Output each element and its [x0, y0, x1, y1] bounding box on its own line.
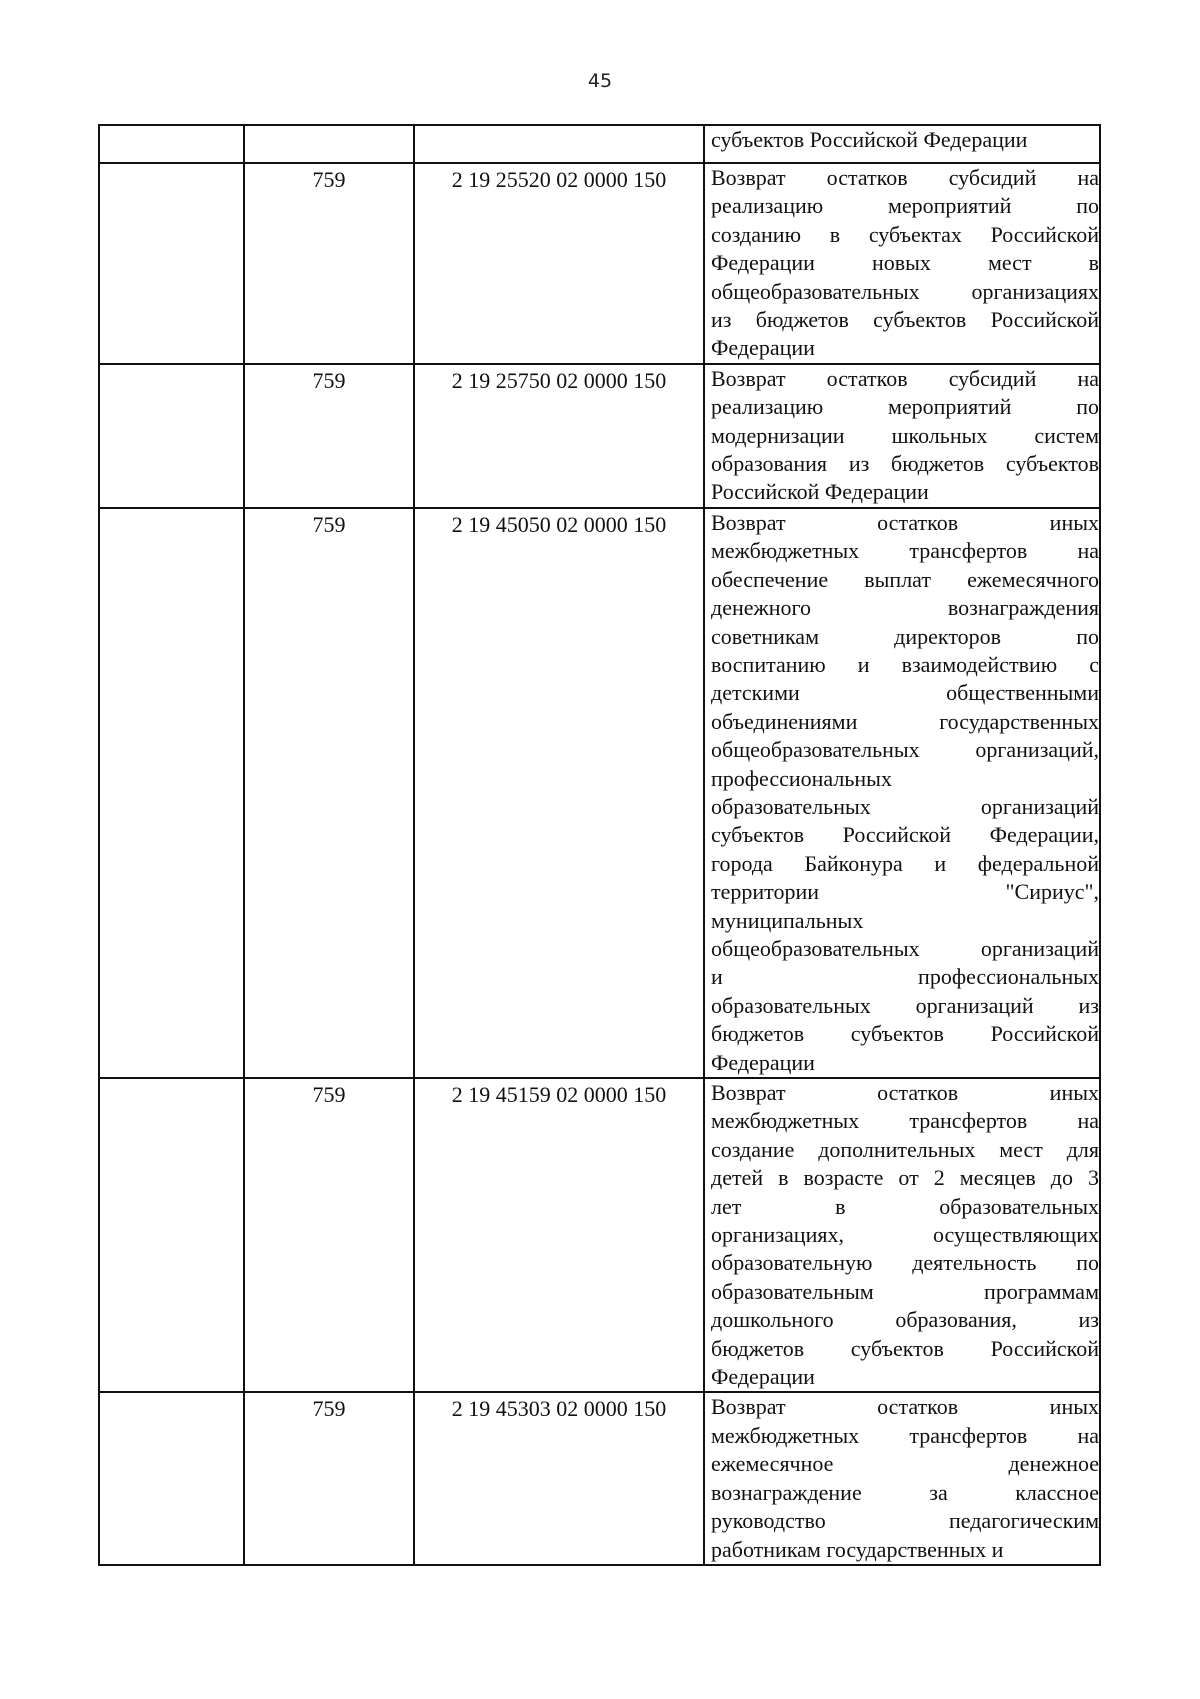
page-number: 45: [587, 70, 613, 92]
description-line: дошкольного образования, из: [711, 1307, 1099, 1333]
description-line: бюджетов субъектов Российской: [711, 1335, 1099, 1361]
description-line: советникам директоров по: [711, 623, 1099, 649]
description-line: организациях, осуществляющих: [711, 1222, 1099, 1248]
description-line: созданию в субъектах Российской: [711, 221, 1099, 247]
description-line: межбюджетных трансфертов на: [711, 538, 1099, 564]
description-line: создание дополнительных мест для: [711, 1136, 1099, 1162]
description-line: образовательную деятельность по: [711, 1250, 1099, 1276]
description-line: Возврат остатков субсидий на: [711, 365, 1099, 391]
kbk-cell: 2 19 45159 02 0000 150: [414, 1078, 704, 1392]
description-line: Федерации новых мест в: [711, 250, 1099, 276]
description-line: общеобразовательных организациях: [711, 278, 1099, 304]
description-line: из бюджетов субъектов Российской: [711, 307, 1099, 333]
description-cell: [704, 508, 1100, 1078]
description-line: субъектов Российской Федерации,: [711, 822, 1099, 848]
description-line: Возврат остатков иных: [711, 509, 1099, 535]
description-cell: [704, 1078, 1100, 1392]
admin-code-cell: [244, 125, 414, 163]
kbk-cell: 2 19 25750 02 0000 150: [414, 364, 704, 508]
description-line: бюджетов субъектов Российской: [711, 1021, 1099, 1047]
continuation-text: субъектов Российской Федерации: [711, 127, 1028, 152]
description-line: ежемесячное денежное: [711, 1451, 1099, 1477]
description-line: образовательных организаций: [711, 793, 1099, 819]
description-line: обеспечение выплат ежемесячного: [711, 566, 1099, 592]
description-line: объединениями государственных: [711, 708, 1099, 734]
description-cell: [704, 364, 1100, 508]
description-line: территории "Сириус",: [711, 879, 1099, 905]
empty-cell: [99, 163, 244, 364]
empty-cell: [99, 125, 244, 163]
table-row: [99, 163, 1100, 364]
kbk-cell: 2 19 45050 02 0000 150: [414, 508, 704, 1078]
description-line: города Байконура и федеральной: [711, 850, 1099, 876]
description-cell: [704, 1392, 1100, 1564]
description-line: межбюджетных трансфертов на: [711, 1422, 1099, 1448]
empty-cell: [99, 1392, 244, 1564]
continuation-row: [99, 125, 1100, 163]
admin-code-cell: 759: [244, 1078, 414, 1392]
description-line: Возврат остатков иных: [711, 1080, 1099, 1105]
description-line: денежного вознаграждения: [711, 595, 1099, 621]
continuation-description: [704, 125, 1100, 163]
kbk-cell: 2 19 25520 02 0000 150: [414, 163, 704, 364]
description-line: муниципальных: [711, 907, 864, 933]
description-line: воспитанию и взаимодействию с: [711, 651, 1099, 677]
description-line: Российской Федерации: [711, 479, 929, 505]
description-line: реализацию мероприятий по: [711, 394, 1099, 420]
description-line: вознаграждение за классное: [711, 1479, 1099, 1505]
admin-code-cell: 759: [244, 508, 414, 1078]
description-line: образования из бюджетов субъектов: [711, 451, 1099, 477]
empty-cell: [99, 1078, 244, 1392]
description-line: работникам государственных и: [711, 1536, 1004, 1562]
description-line: Возврат остатков субсидий на: [711, 165, 1099, 190]
description-line: Федерации: [711, 335, 815, 361]
description-line: профессиональных: [711, 765, 892, 791]
description-line: общеобразовательных организаций,: [711, 737, 1099, 763]
empty-cell: [99, 364, 244, 508]
description-line: Возврат остатков иных: [711, 1394, 1099, 1420]
description-line: образовательных организаций из: [711, 992, 1099, 1018]
description-line: общеобразовательных организаций: [711, 935, 1099, 961]
description-line: образовательным программам: [711, 1278, 1099, 1304]
description-line: Федерации: [711, 1364, 815, 1390]
table-body: [99, 125, 1100, 1565]
description-cell: [704, 163, 1100, 364]
description-line: лет в образовательных: [711, 1193, 1099, 1219]
admin-code-cell: 759: [244, 163, 414, 364]
admin-code-cell: 759: [244, 1392, 414, 1564]
description-line: Федерации: [711, 1049, 815, 1075]
description-line: межбюджетных трансфертов на: [711, 1108, 1099, 1134]
description-line: модернизации школьных систем: [711, 422, 1099, 448]
kbk-cell: 2 19 45303 02 0000 150: [414, 1392, 704, 1564]
description-line: руководство педагогическим: [711, 1508, 1099, 1534]
budget-codes-table: [98, 124, 1101, 1566]
description-line: и профессиональных: [711, 964, 1099, 990]
table-row: [99, 508, 1100, 1078]
empty-cell: [99, 508, 244, 1078]
table-row: [99, 364, 1100, 508]
description-line: детскими общественными: [711, 680, 1099, 706]
table-row: [99, 1078, 1100, 1392]
kbk-cell: [414, 125, 704, 163]
table-row: [99, 1392, 1100, 1564]
description-line: детей в возрасте от 2 месяцев до 3: [711, 1165, 1099, 1191]
admin-code-cell: 759: [244, 364, 414, 508]
description-line: реализацию мероприятий по: [711, 193, 1099, 219]
